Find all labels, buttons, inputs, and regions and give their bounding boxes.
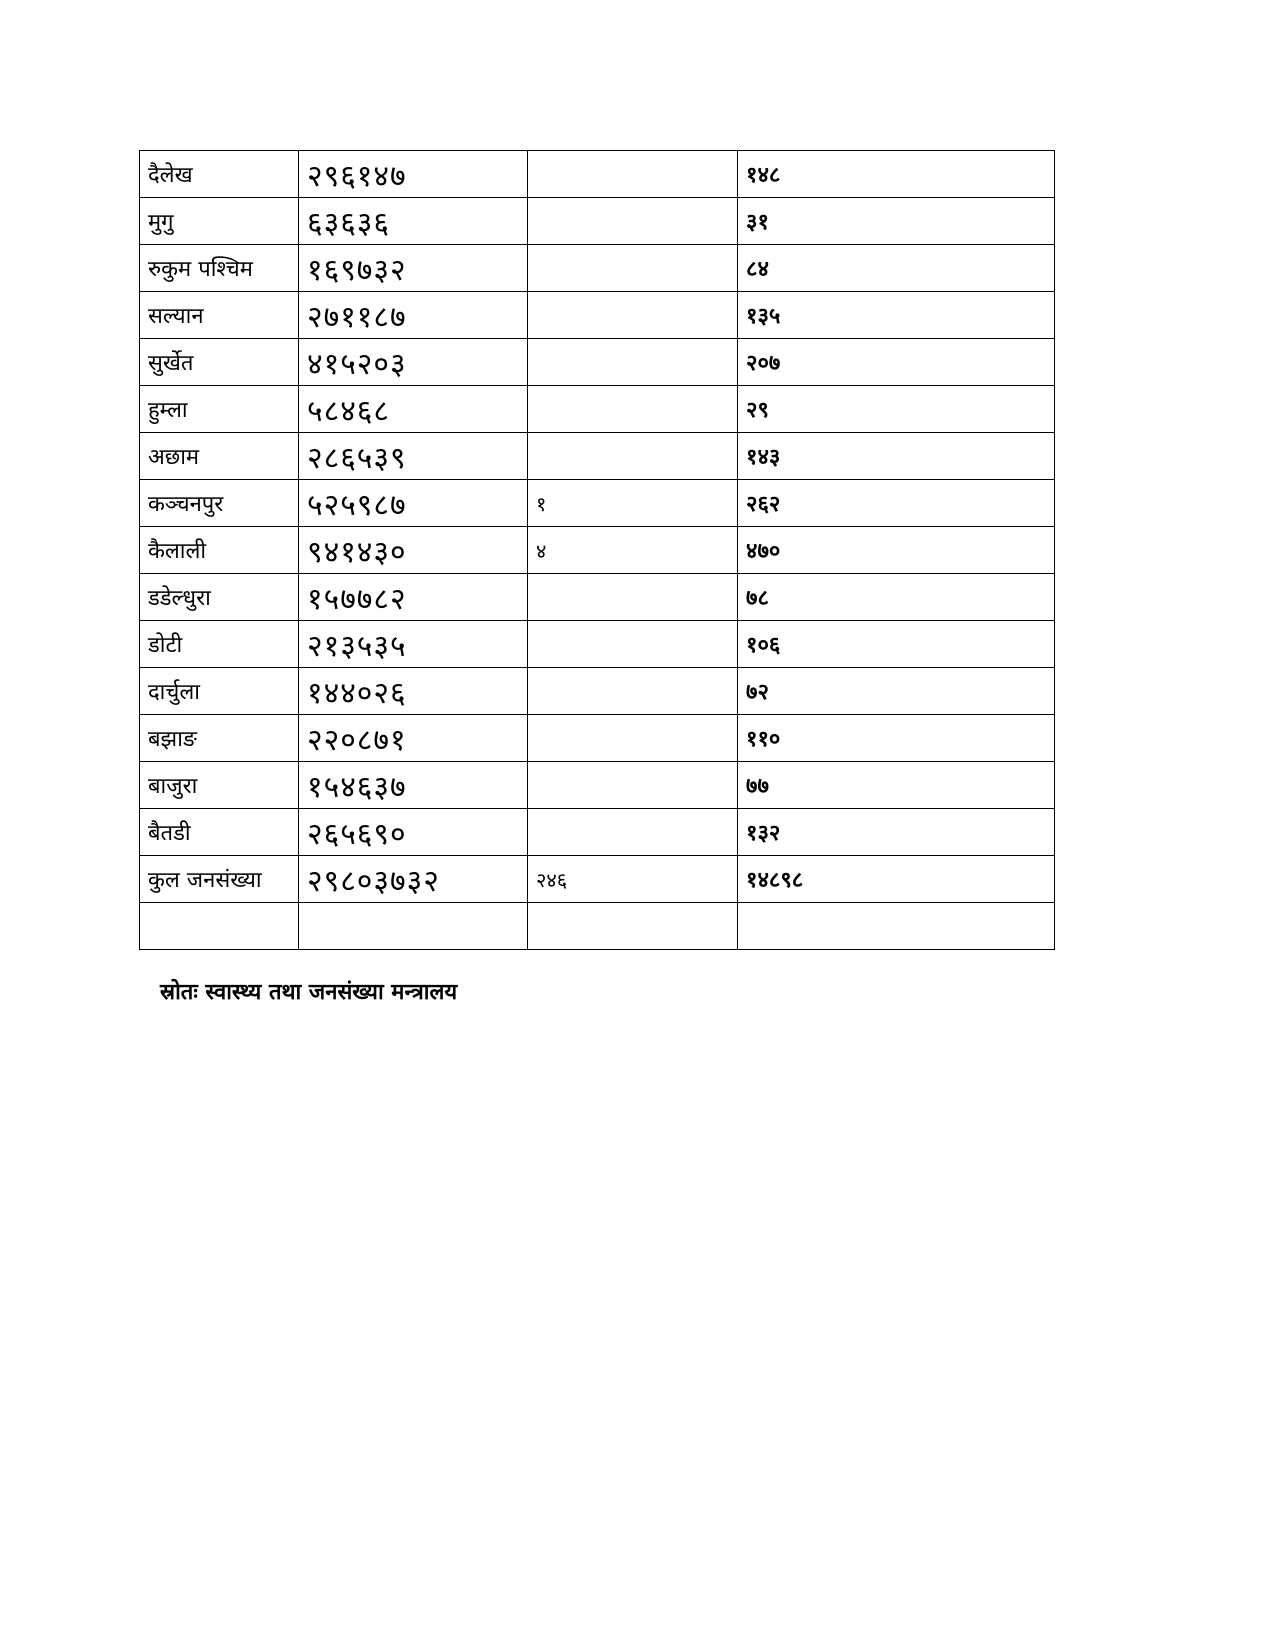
- extra-cell: [528, 668, 738, 715]
- population-cell: १५४६३७: [299, 762, 528, 809]
- count-cell: १४३: [738, 433, 1055, 480]
- table-row: [140, 480, 1055, 527]
- district-cell: कञ्चनपुर: [140, 480, 299, 527]
- district-cell: डडेल्धुरा: [140, 574, 299, 621]
- district-cell: बैतडी: [140, 809, 299, 856]
- population-cell: २९६१४७: [299, 151, 528, 198]
- empty-cell: [528, 903, 738, 950]
- table-row: [140, 198, 1055, 245]
- population-cell: १६९७३२: [299, 245, 528, 292]
- population-cell: २८६५३९: [299, 433, 528, 480]
- count-cell: १४८: [738, 151, 1055, 198]
- table-row: [140, 339, 1055, 386]
- count-cell: १३५: [738, 292, 1055, 339]
- extra-cell: [528, 574, 738, 621]
- population-cell: ५२५९८७: [299, 480, 528, 527]
- district-cell: सुर्खेत: [140, 339, 299, 386]
- extra-cell: [528, 809, 738, 856]
- extra-cell: [528, 245, 738, 292]
- table-row: [140, 621, 1055, 668]
- source-note: स्रोतः स्वास्थ्य तथा जनसंख्या मन्त्रालय: [160, 979, 458, 1005]
- count-cell: ३१: [738, 198, 1055, 245]
- population-cell: २२०८७१: [299, 715, 528, 762]
- extra-cell: [528, 386, 738, 433]
- population-cell: ६३६३६: [299, 198, 528, 245]
- table-row: [140, 527, 1055, 574]
- table-row: [140, 386, 1055, 433]
- district-cell: कैलाली: [140, 527, 299, 574]
- table-body: [140, 151, 1055, 950]
- population-cell: ५८४६८: [299, 386, 528, 433]
- extra-cell: [528, 715, 738, 762]
- population-cell: १५७७८२: [299, 574, 528, 621]
- extra-cell: २४६: [528, 856, 738, 903]
- table-row: [140, 715, 1055, 762]
- district-cell: कुल जनसंख्या: [140, 856, 299, 903]
- table-row: [140, 292, 1055, 339]
- extra-cell: [528, 433, 738, 480]
- table-row: [140, 809, 1055, 856]
- district-cell: बाजुरा: [140, 762, 299, 809]
- district-cell: दार्चुला: [140, 668, 299, 715]
- count-cell: ७८: [738, 574, 1055, 621]
- district-cell: हुम्ला: [140, 386, 299, 433]
- count-cell: २०७: [738, 339, 1055, 386]
- table-row: [140, 151, 1055, 198]
- table-row: [140, 668, 1055, 715]
- population-cell: २७११८७: [299, 292, 528, 339]
- population-table: [139, 150, 1055, 950]
- count-cell: ८४: [738, 245, 1055, 292]
- count-cell: २६२: [738, 480, 1055, 527]
- population-cell: १४४०२६: [299, 668, 528, 715]
- population-cell: २१३५३५: [299, 621, 528, 668]
- table-row: [140, 433, 1055, 480]
- count-cell: ७२: [738, 668, 1055, 715]
- count-cell: २९: [738, 386, 1055, 433]
- table-row: [140, 245, 1055, 292]
- district-cell: बझाङ: [140, 715, 299, 762]
- extra-cell: [528, 198, 738, 245]
- population-cell: २६५६९०: [299, 809, 528, 856]
- count-cell: ११०: [738, 715, 1055, 762]
- district-cell: डोटी: [140, 621, 299, 668]
- empty-cell: [140, 903, 299, 950]
- extra-cell: १: [528, 480, 738, 527]
- count-cell: १३२: [738, 809, 1055, 856]
- count-cell: ७७: [738, 762, 1055, 809]
- population-cell: ४१५२०३: [299, 339, 528, 386]
- table-row: [140, 856, 1055, 903]
- district-cell: मुगु: [140, 198, 299, 245]
- extra-cell: [528, 339, 738, 386]
- count-cell: ४७०: [738, 527, 1055, 574]
- extra-cell: [528, 762, 738, 809]
- population-cell: २९८०३७३२: [299, 856, 528, 903]
- table-row: [140, 574, 1055, 621]
- count-cell: १०६: [738, 621, 1055, 668]
- district-cell: सल्यान: [140, 292, 299, 339]
- empty-cell: [738, 903, 1055, 950]
- count-cell: १४८९८: [738, 856, 1055, 903]
- table-row-empty: [140, 903, 1055, 950]
- population-cell: ९४१४३०: [299, 527, 528, 574]
- extra-cell: [528, 621, 738, 668]
- empty-cell: [299, 903, 528, 950]
- extra-cell: ४: [528, 527, 738, 574]
- extra-cell: [528, 292, 738, 339]
- district-cell: रुकुम पश्चिम: [140, 245, 299, 292]
- district-cell: दैलेख: [140, 151, 299, 198]
- table-row: [140, 762, 1055, 809]
- extra-cell: [528, 151, 738, 198]
- district-cell: अछाम: [140, 433, 299, 480]
